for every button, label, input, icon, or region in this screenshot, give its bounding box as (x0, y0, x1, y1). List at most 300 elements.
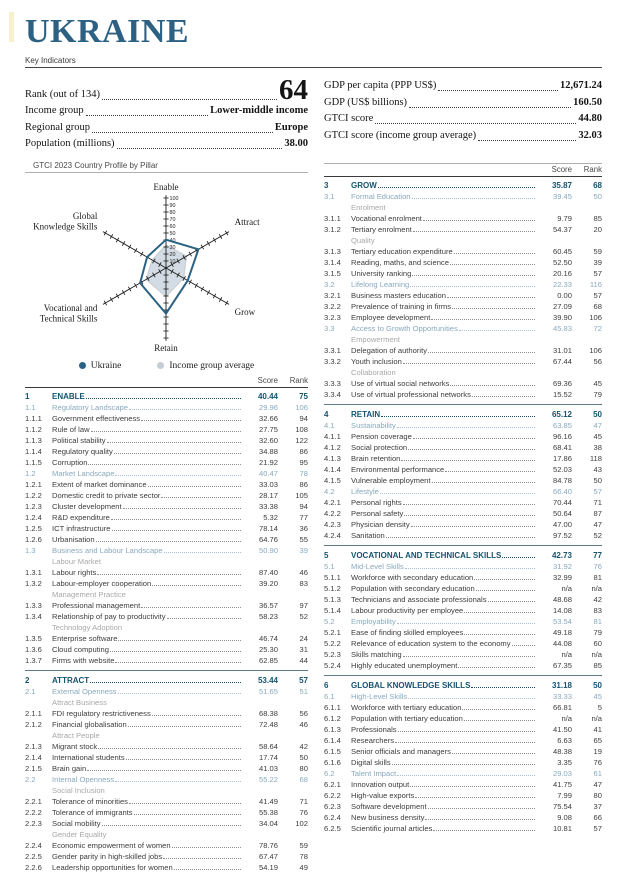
group-subheading-label: Collaboration (351, 367, 396, 377)
indicator-rank: 86 (299, 479, 308, 489)
dot-leader (112, 530, 241, 531)
indicator-rank: 45 (593, 378, 602, 388)
indicator-label: Innovation output (351, 779, 410, 789)
indicator-label: Domestic credit to private sector (52, 490, 161, 500)
group-subheading-label: Enrolment (351, 202, 386, 212)
radar-axis-label: Technical Skills (39, 313, 98, 323)
indicator-row (25, 850, 308, 861)
indicator-rank: 55 (299, 534, 308, 544)
indicator-rank: 57 (593, 486, 602, 496)
indicator-row (324, 344, 602, 355)
indicator-label: Migrant stock (52, 741, 98, 751)
indicator-number: 6.2.5 (324, 823, 341, 833)
indicator-label: Formal Education (351, 191, 411, 201)
key-indicators-section (25, 74, 602, 153)
indicator-label: Physician density (351, 519, 410, 529)
indicator-label: Leadership opportunities for women (52, 862, 173, 872)
indicator-score: 55.22 (258, 774, 278, 784)
indicator-rank: 46 (299, 719, 308, 729)
pillar-score: 42.73 (551, 550, 572, 560)
indicator-score: n/a (561, 713, 572, 723)
indicator-row (324, 311, 602, 322)
indicator-rank: 86 (299, 446, 308, 456)
radar-chart (25, 175, 307, 361)
pillar-score: 53.44 (257, 675, 278, 685)
indicator-score: 25.30 (258, 644, 278, 654)
indicator-score: 34.04 (258, 818, 278, 828)
indicator-number: 6.1.4 (324, 735, 341, 745)
dot-leader (118, 693, 241, 694)
indicator-rank: 106 (589, 345, 602, 355)
indicator-label: Labour productivity per employee (351, 605, 464, 615)
key-indicator-row (324, 95, 602, 112)
radar-tick (189, 279, 192, 284)
indicator-number: 1.3.6 (25, 644, 42, 654)
indicator-number: 6.1.3 (324, 724, 341, 734)
indicator-row (324, 388, 602, 399)
indicator-rank: 72 (593, 323, 602, 333)
indicator-rank: 79 (593, 627, 602, 637)
dot-leader (392, 764, 535, 765)
indicator-rank: 51 (299, 686, 308, 696)
indicator-rank: 102 (295, 818, 308, 828)
indicator-score: 55.38 (258, 807, 278, 817)
indicator-score: 39.45 (552, 191, 572, 201)
dot-leader (454, 253, 535, 254)
dot-leader (167, 618, 241, 619)
indicator-label: Regulatory Landscape (52, 402, 128, 412)
indicator-score: 52.50 (552, 257, 572, 267)
indicator-row (324, 571, 602, 582)
pillar-header-row (324, 408, 602, 419)
indicator-row (324, 701, 602, 712)
radar-scale-label: 100 (169, 195, 179, 202)
radar-tick (122, 290, 125, 295)
indicator-number: 4.2.3 (324, 519, 341, 529)
indicator-score: 39.90 (552, 312, 572, 322)
indicator-row (324, 355, 602, 366)
dot-leader (86, 115, 209, 116)
key-indicators-left (25, 74, 308, 153)
group-subheading-label: Labour Market (52, 556, 101, 566)
dot-leader (462, 709, 535, 710)
indicator-rank: 41 (593, 724, 602, 734)
dot-leader (174, 869, 241, 870)
group-subheading-label: Attract People (52, 730, 100, 740)
indicator-row (324, 637, 602, 648)
indicator-number: 3.1.1 (324, 213, 341, 223)
indicator-rank: 85 (593, 660, 602, 670)
indicator-row (25, 839, 308, 850)
radar-tick (213, 293, 216, 298)
indicator-rank: 45 (593, 691, 602, 701)
rank-column-header: Rank (289, 375, 308, 385)
indicator-row (25, 456, 308, 467)
indicator-row (324, 300, 602, 311)
dot-leader (412, 275, 535, 276)
indicator-label: Vocational enrolment (351, 213, 422, 223)
indicator-number: 5.1.1 (324, 572, 341, 582)
dot-leader (152, 715, 241, 716)
indicator-row (25, 740, 308, 751)
pillar-name: ENABLE (52, 391, 85, 401)
indicator-row (324, 582, 602, 593)
subpillar-row (324, 560, 602, 571)
indicator-score: 49.18 (552, 627, 572, 637)
pillar-columns (25, 161, 602, 872)
indicator-label: New business density (351, 812, 425, 822)
indicator-score: 27.75 (258, 424, 278, 434)
dot-leader (404, 515, 535, 516)
dot-leader (115, 662, 241, 663)
dot-leader (447, 297, 535, 298)
radar-scale-label: 60 (169, 223, 176, 230)
indicator-rank: 94 (299, 501, 308, 511)
indicator-row (324, 756, 602, 767)
indicator-rank: 83 (593, 605, 602, 615)
subpillar-row (25, 467, 308, 478)
dot-leader (102, 825, 241, 826)
indicator-number: 1.2.6 (25, 534, 42, 544)
indicator-score: 69.36 (552, 378, 572, 388)
indicator-label: Brain retention (351, 453, 401, 463)
indicator-score: 72.48 (258, 719, 278, 729)
indicator-score: 51.65 (258, 686, 278, 696)
indicator-rank: 71 (299, 796, 308, 806)
indicator-label: Tolerance of immigrants (52, 807, 133, 817)
dot-leader (90, 682, 241, 683)
indicator-label: Use of virtual professional networks (351, 389, 471, 399)
indicator-row (25, 795, 308, 806)
indicator-score: 97.52 (552, 530, 572, 540)
indicator-score: 41.49 (258, 796, 278, 806)
indicator-label: Skills matching (351, 649, 402, 659)
indicator-number: 3.2.1 (324, 290, 341, 300)
dot-leader (401, 460, 535, 461)
indicator-label: Tertiary enrolment (351, 224, 412, 234)
indicator-number: 1.3.2 (25, 578, 42, 588)
indicator-score: 9.79 (557, 213, 572, 223)
group-subheading-label: Attract Business (52, 697, 107, 707)
indicator-label: Rule of law (52, 424, 90, 434)
subpillar-row (324, 690, 602, 701)
dot-leader (428, 352, 535, 353)
group-subheading-row (25, 555, 308, 566)
indicator-label: Cloud computing (52, 644, 109, 654)
indicator-label: Technicians and associate professionals (351, 594, 487, 604)
dot-leader (96, 541, 241, 542)
indicator-number: 6.2.1 (324, 779, 341, 789)
indicator-row (25, 434, 308, 445)
indicator-row (324, 212, 602, 223)
chart-title-divider (25, 172, 308, 173)
indicator-number: 2.1.1 (25, 708, 42, 718)
indicator-number: 4.1.2 (324, 442, 341, 452)
indicator-row (25, 533, 308, 544)
indicator-rank: 56 (299, 708, 308, 718)
indicator-rank: 87 (593, 508, 602, 518)
pillar-header-row (25, 390, 308, 401)
dot-leader (408, 698, 535, 699)
indicator-label: Cluster development (52, 501, 122, 511)
dot-leader (164, 552, 241, 553)
indicator-number: 1.1 (25, 402, 36, 412)
indicator-rank: 52 (593, 530, 602, 540)
indicator-row (324, 789, 602, 800)
indicator-number: 6.2.3 (324, 801, 341, 811)
indicator-number: 5.2.2 (324, 638, 341, 648)
score-column-header: Score (257, 375, 278, 385)
radar-tick (104, 300, 107, 305)
radar-tick (213, 237, 216, 242)
indicator-rank: 80 (299, 763, 308, 773)
indicator-label: Labour rights (52, 567, 97, 577)
indicator-row (324, 496, 602, 507)
indicator-score: 66.81 (552, 702, 572, 712)
indicator-number: 5.2.1 (324, 627, 341, 637)
score-rank-header (25, 376, 308, 388)
indicator-row (25, 522, 308, 533)
indicator-score: 45.83 (552, 323, 572, 333)
key-indicator-row (25, 136, 308, 153)
radar-tick (207, 290, 210, 295)
indicator-rank: 81 (593, 572, 602, 582)
indicator-rank: n/a (591, 583, 602, 593)
indicator-score: 40.47 (258, 468, 278, 478)
indicator-score: 67.44 (552, 356, 572, 366)
right-column-top-divider (324, 163, 602, 164)
indicator-label: Internal Openness (52, 774, 115, 784)
indicator-number: 4.1.4 (324, 464, 341, 474)
page-title: UKRAINE (25, 13, 190, 50)
indicator-score: 33.33 (552, 691, 572, 701)
indicator-row (324, 452, 602, 463)
radar-scale-label: 90 (169, 202, 176, 209)
dot-leader (381, 416, 535, 417)
indicator-score: 50.90 (258, 545, 278, 555)
indicator-score: 66.40 (552, 486, 572, 496)
indicator-number: 5.1 (324, 561, 335, 571)
score-rank-header (324, 165, 602, 177)
radar-chart-section (25, 161, 308, 371)
pillar-number: 5 (324, 550, 329, 560)
dot-leader (152, 585, 241, 586)
indicator-row (25, 643, 308, 654)
subpillar-row (324, 485, 602, 496)
radar-tick (104, 230, 107, 235)
margin-highlight-mark (9, 12, 14, 42)
indicator-score: 78.76 (258, 840, 278, 850)
indicator-score: 46.74 (258, 633, 278, 643)
indicator-score: 9.08 (557, 812, 572, 822)
indicator-rank: n/a (591, 713, 602, 723)
indicator-label: Delegation of authority (351, 345, 427, 355)
indicator-number: 1.1.5 (25, 457, 42, 467)
dot-leader (445, 471, 535, 472)
indicator-rank: 43 (593, 464, 602, 474)
legend-label: Ukraine (90, 360, 122, 371)
indicator-rank: 85 (593, 213, 602, 223)
indicator-number: 4.1.5 (324, 475, 341, 485)
indicator-row (25, 511, 308, 522)
indicator-rank: 122 (295, 435, 308, 445)
dot-leader (433, 830, 535, 831)
radar-tick (116, 237, 119, 242)
dot-leader (128, 726, 241, 727)
indicator-rank: 57 (593, 268, 602, 278)
indicator-rank: 38 (593, 442, 602, 452)
indicator-number: 6.1.6 (324, 757, 341, 767)
indicator-score: 48.38 (552, 746, 572, 756)
indicator-rank: 37 (593, 801, 602, 811)
indicator-label: Software development (351, 801, 427, 811)
indicator-score: 64.76 (258, 534, 278, 544)
radar-scale-label: 80 (169, 209, 176, 216)
key-indicator-value: 12,671.24 (560, 80, 602, 91)
indicator-label: Vulnerable employment (351, 475, 431, 485)
radar-tick (110, 297, 113, 302)
legend-item (79, 361, 122, 371)
dot-leader (378, 187, 535, 188)
right-column (324, 161, 602, 872)
key-indicator-row (25, 74, 308, 106)
dot-leader (110, 651, 241, 652)
dot-leader (415, 797, 535, 798)
indicator-number: 3.3.1 (324, 345, 341, 355)
dot-leader (432, 482, 536, 483)
radar-axis (103, 231, 166, 267)
pillar-block-5 (324, 545, 602, 670)
indicator-rank: 52 (299, 611, 308, 621)
key-indicator-row (324, 78, 602, 95)
subpillar-row (25, 544, 308, 555)
indicator-number: 3.3 (324, 323, 335, 333)
dot-leader (115, 475, 241, 476)
page-subtitle: Key Indicators (25, 56, 76, 65)
pillar-number: 6 (324, 680, 329, 690)
pillar-rank: 50 (593, 409, 602, 419)
indicator-score: 31.01 (552, 345, 572, 355)
group-subheading-label: Technology Adoption (52, 622, 123, 632)
indicator-rank: 39 (593, 257, 602, 267)
pillar-score: 31.18 (551, 680, 572, 690)
group-subheading-row (25, 729, 308, 740)
indicator-score: 48.68 (552, 594, 572, 604)
indicator-label: R&D expenditure (52, 512, 110, 522)
indicator-label: Researchers (351, 735, 395, 745)
group-subheading-label: Social Inclusion (52, 785, 105, 795)
indicator-number: 4.2.2 (324, 508, 341, 518)
dot-leader (97, 574, 241, 575)
indicator-label: Lifelong Learning (351, 279, 410, 289)
indicator-number: 5.1.3 (324, 594, 341, 604)
indicator-rank: 68 (593, 301, 602, 311)
header-divider (25, 67, 602, 68)
indicator-label: Gender parity in high-skilled jobs (52, 851, 163, 861)
indicator-row (324, 822, 602, 833)
indicator-score: 53.54 (552, 616, 572, 626)
dot-leader (397, 427, 535, 428)
indicator-row (25, 599, 308, 610)
indicator-score: 84.78 (552, 475, 572, 485)
indicator-number: 4.2 (324, 486, 335, 496)
indicator-label: Youth inclusion (351, 356, 402, 366)
indicator-number: 2.1.4 (25, 752, 42, 762)
indicator-rank: 97 (299, 600, 308, 610)
indicator-row (324, 648, 602, 659)
dot-leader (409, 107, 571, 108)
key-indicator-label: GTCI score (income group average) (324, 129, 477, 141)
indicator-number: 5.2 (324, 616, 335, 626)
pillar-rank: 57 (299, 675, 308, 685)
indicator-score: n/a (561, 649, 572, 659)
indicator-rank: 77 (299, 512, 308, 522)
dot-leader (88, 464, 241, 465)
legend-item (157, 361, 254, 371)
pillar-score: 35.87 (551, 180, 572, 190)
radar-scale-label: 50 (169, 230, 176, 237)
indicator-label: Sustainability (351, 420, 396, 430)
indicator-rank: 60 (593, 638, 602, 648)
indicator-row (324, 474, 602, 485)
indicator-score: 17.74 (258, 752, 278, 762)
indicator-label: Government effectiveness (52, 413, 141, 423)
subpillar-row (324, 419, 602, 430)
group-subheading-row (324, 366, 602, 377)
indicator-rank: 42 (299, 741, 308, 751)
indicator-label: Personal safety (351, 508, 404, 518)
indicator-score: 44.08 (552, 638, 572, 648)
indicator-rank: 47 (593, 779, 602, 789)
indicator-number: 1.3.4 (25, 611, 42, 621)
pillar-rank: 75 (299, 391, 308, 401)
indicator-label: Social mobility (52, 818, 101, 828)
indicator-number: 1.2 (25, 468, 36, 478)
indicator-row (324, 267, 602, 278)
indicator-row (324, 256, 602, 267)
subpillar-row (324, 278, 602, 289)
indicator-label: Highly educated unemployment (351, 660, 458, 670)
group-subheading-label: Empowerment (351, 334, 400, 344)
legend-dot (157, 362, 164, 369)
indicator-row (324, 245, 602, 256)
indicator-number: 3.3.4 (324, 389, 341, 399)
dot-leader (134, 814, 241, 815)
indicator-row (324, 712, 602, 723)
group-subheading-row (25, 588, 308, 599)
dot-leader (398, 731, 535, 732)
indicator-number: 1.2.4 (25, 512, 42, 522)
indicator-row (25, 478, 308, 489)
dot-leader (411, 526, 535, 527)
indicator-row (25, 632, 308, 643)
group-subheading-row (25, 784, 308, 795)
indicator-rank: n/a (591, 649, 602, 659)
dot-leader (413, 231, 535, 232)
indicator-score: 54.19 (258, 862, 278, 872)
pillar-block-1 (25, 388, 308, 665)
indicator-row (25, 654, 308, 665)
pillar-number: 2 (25, 675, 30, 685)
indicator-number: 5.2.4 (324, 660, 341, 670)
radar-axis-label: Attract (234, 216, 260, 227)
indicator-label: Mid-Level Skills (351, 561, 404, 571)
pillar-name: GROW (351, 180, 377, 190)
indicator-label: High-value exports (351, 790, 415, 800)
group-subheading-row (324, 333, 602, 344)
indicator-score: 33.38 (258, 501, 278, 511)
indicator-label: Senior officials and managers (351, 746, 451, 756)
